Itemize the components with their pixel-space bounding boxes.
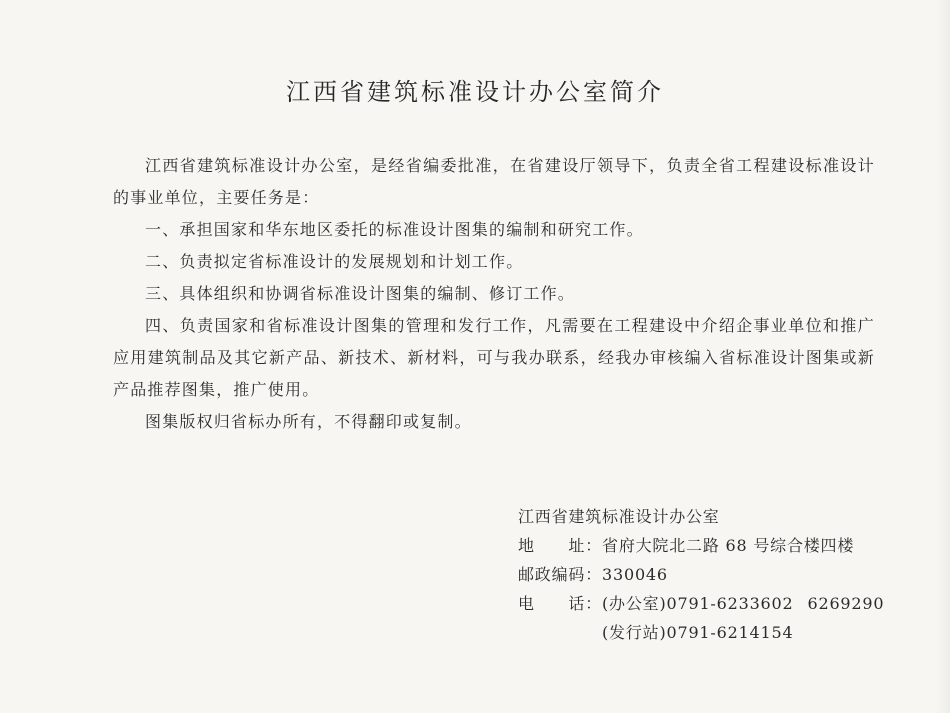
phone-office2-value: 6269290: [807, 594, 885, 613]
paragraph-task-1: 一、承担国家和华东地区委托的标准设计图集的编制和研究工作。: [145, 220, 644, 239]
paragraph-intro: 江西省建筑标准设计办公室，是经省编委批准，在省建设厅领导下，负责全省工程建设标准设计的事业单位，主要任务是：: [113, 156, 875, 207]
address-value: 省府大院北二路 68 号综合楼四楼: [602, 536, 855, 555]
paragraph-task-2: 二、负责拟定省标准设计的发展规划和计划工作。: [145, 252, 524, 271]
paragraph-task-3: 三、具体组织和协调省标准设计图集的编制、修订工作。: [145, 284, 576, 303]
contact-address-row: [518, 531, 884, 560]
contact-phone-sales-row: [518, 618, 884, 647]
intro-body: [113, 150, 875, 438]
phone-label: 电 话：: [518, 594, 603, 613]
contact-org: 江西省建筑标准设计办公室: [518, 507, 720, 526]
scan-edge-shadow: [936, 0, 950, 713]
contact-block: [518, 502, 884, 647]
paragraph-copyright: 图集版权归省标办所有，不得翻印或复制。: [145, 412, 472, 431]
phone-office-value: (办公室)0791-6233602: [602, 594, 794, 613]
postcode-value: 330046: [602, 565, 668, 584]
paragraph-task-4: 四、负责国家和省标准设计图集的管理和发行工作，凡需要在工程建设中介绍企事业单位和推广应用建筑制品及其它新产品、新技术、新材料，可与我办联系，经我办审核编入省标准设计图集或新产品推荐图集，推广使用。: [113, 316, 875, 399]
address-label: 地 址：: [518, 536, 603, 555]
contact-phone-row: [518, 589, 884, 618]
contact-postcode-row: [518, 560, 884, 589]
phone-sales-value: (发行站)0791-6214154: [602, 623, 794, 642]
postcode-label: 邮政编码：: [518, 565, 603, 584]
page-title: 江西省建筑标准设计办公室简介: [286, 78, 664, 106]
